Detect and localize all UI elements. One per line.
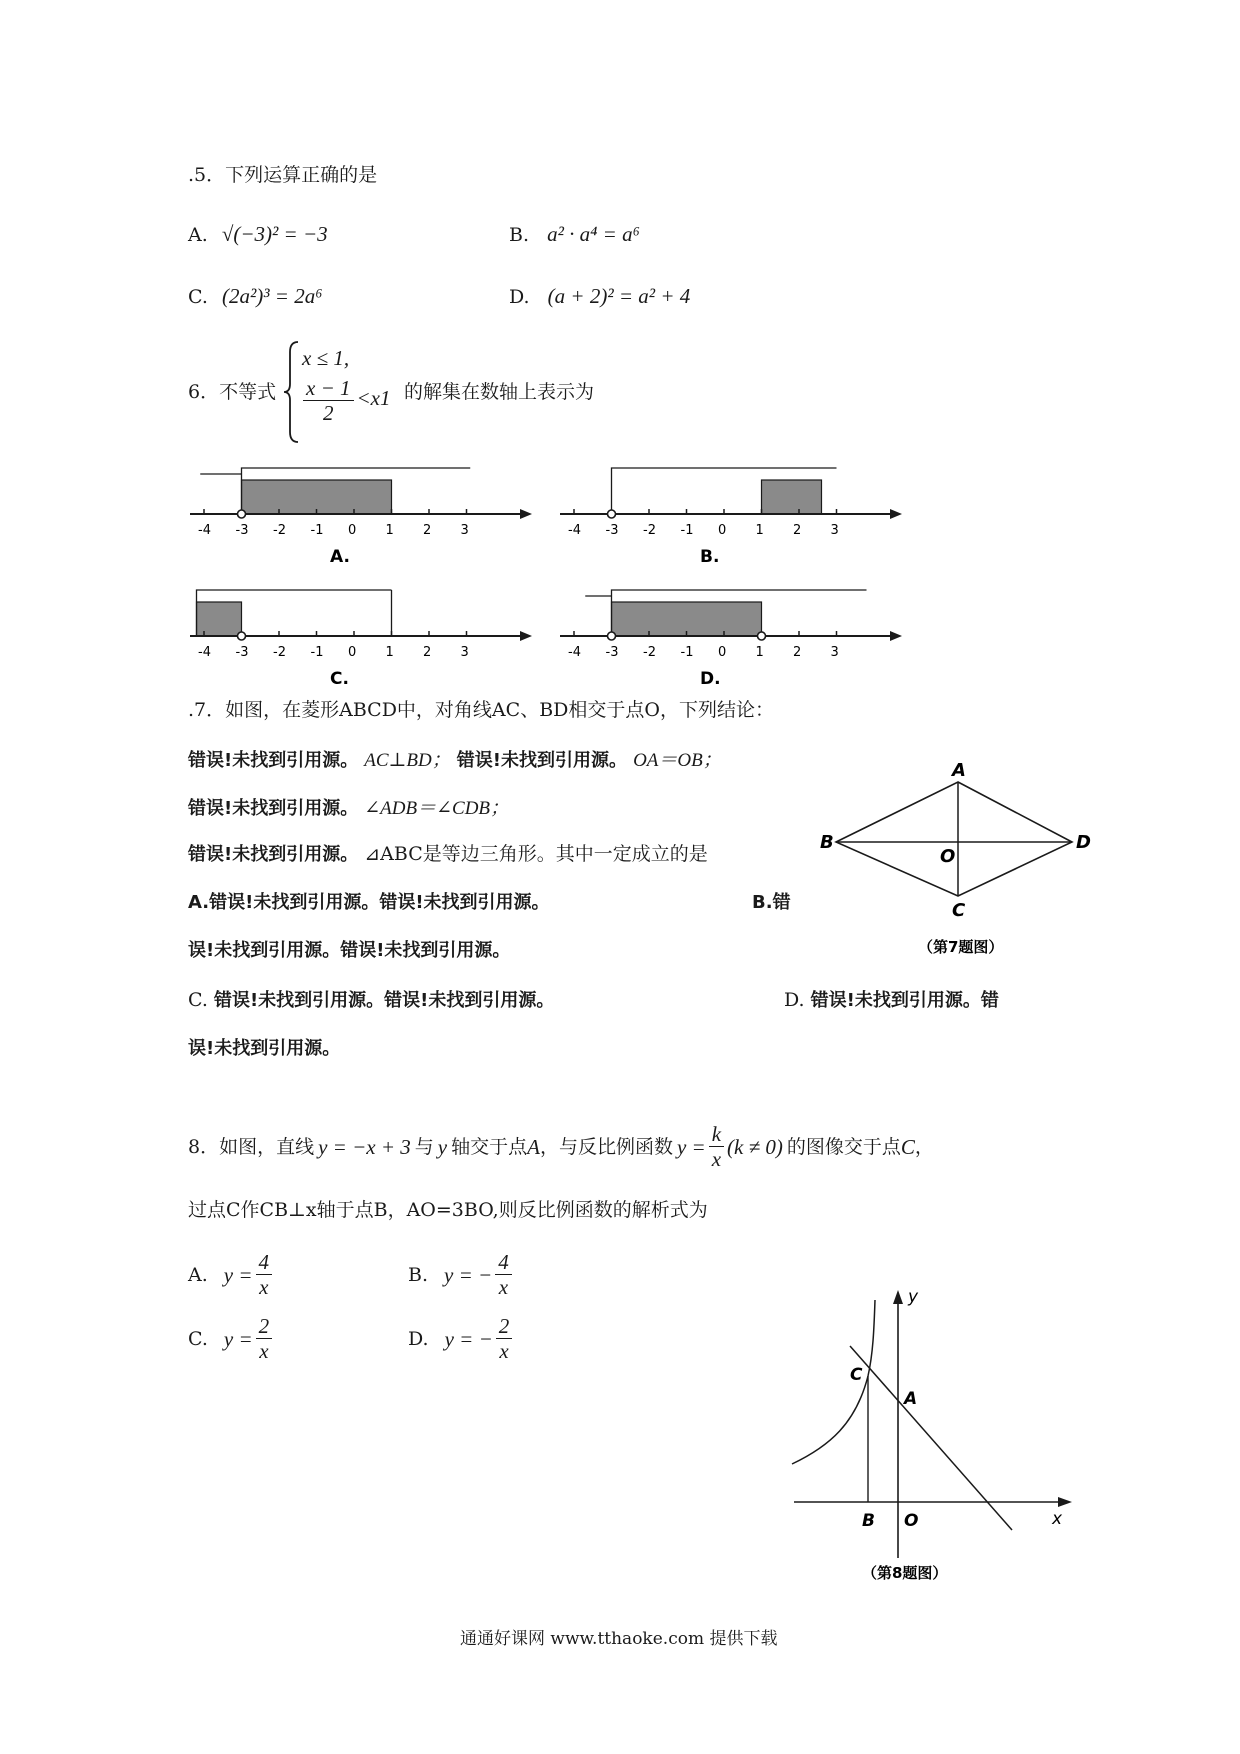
tick-label: -3 — [235, 523, 249, 538]
q8-y-axis-arrow — [893, 1290, 903, 1304]
open-endpoint — [608, 510, 616, 518]
q5-option-b — [509, 222, 640, 247]
q5-option-b-math: a² · a⁴ = a⁶ — [547, 222, 640, 246]
q8-stem-text: 与 — [414, 1135, 434, 1158]
numberline-option-label: D. — [700, 669, 721, 686]
shaded-region — [197, 602, 242, 636]
tick-label: -4 — [198, 645, 211, 660]
numberline-option-label: C. — [330, 669, 349, 686]
q8-option-b — [408, 1250, 515, 1299]
q5-stem: .5．下列运算正确的是 — [188, 164, 378, 186]
q7-figure-caption: （第7题图） — [918, 938, 1004, 956]
q8-figure-caption: （第8题图） — [862, 1564, 948, 1582]
q8-k-condition: (k ≠ 0) — [727, 1134, 783, 1159]
open-endpoint — [238, 510, 246, 518]
q8-option-c-den: x — [259, 1339, 269, 1363]
q5-option-d-math: (a + 2)² = a² + 4 — [547, 284, 691, 308]
q7-option-b-label: B. — [752, 892, 773, 913]
q7-option-d-part1: 错误!未找到引用源。错 — [810, 990, 999, 1011]
q5-option-c-math: (2a²)³ = 2a⁶ — [221, 284, 323, 308]
q8-option-b-num: 4 — [495, 1250, 512, 1275]
tick-label: -4 — [568, 645, 581, 660]
tick-label: -1 — [680, 645, 694, 660]
q8-y-symbol: y — [437, 1134, 448, 1159]
tick-label: 2 — [423, 523, 432, 538]
tick-label: 1 — [385, 523, 394, 538]
tick-label: 3 — [830, 645, 839, 660]
q7-point-a: A — [952, 762, 966, 781]
q7-option-c — [188, 988, 554, 1013]
tick-label: 0 — [718, 523, 727, 538]
q8-stem-line-1 — [188, 1122, 934, 1171]
shaded-region — [612, 602, 762, 636]
q7-point-b: B — [820, 832, 834, 853]
tick-label: 1 — [385, 645, 394, 660]
q8-option-c-num: 2 — [256, 1314, 273, 1339]
q8-option-a-label: A. — [188, 1263, 208, 1286]
q8-option-d-lhs: y = − — [444, 1326, 493, 1351]
q5-option-c-label: C. — [188, 286, 208, 308]
q5-option-c — [188, 284, 323, 309]
q8-option-d-num: 2 — [496, 1314, 513, 1339]
axis-arrow — [890, 509, 902, 519]
q6-numberline-c — [190, 578, 550, 686]
q7-error-ref: 错误!未找到引用源。 — [188, 750, 359, 771]
tick-label: -2 — [643, 523, 656, 538]
q5-option-a-math: √(−3)² = −3 — [221, 222, 328, 246]
tick-label: 3 — [460, 645, 469, 660]
q7-option-b-part1: 错 — [772, 892, 791, 913]
tick-label: 3 — [460, 523, 469, 538]
q8-stem-text: 8．如图，直线 — [188, 1135, 315, 1158]
q5-option-d — [509, 284, 690, 309]
tick-label: -3 — [605, 645, 619, 660]
tick-label: 0 — [348, 645, 357, 660]
q7-rhombus-outline — [836, 782, 1072, 896]
q7-point-d: D — [1076, 832, 1091, 853]
q7-option-b-tail — [188, 938, 510, 963]
q7-rhombus-figure — [820, 762, 1100, 962]
q7-option-d-tail — [188, 1036, 340, 1061]
tick-label: 1 — [755, 523, 764, 538]
q7-line-3 — [188, 842, 708, 867]
q8-point-o: O — [904, 1511, 919, 1531]
tick-label: 2 — [793, 645, 802, 660]
q6-numberline-b — [560, 456, 920, 564]
q7-statement-2: OA＝OB； — [633, 750, 722, 771]
tick-label: 0 — [348, 523, 357, 538]
q8-option-b-den: x — [498, 1275, 509, 1299]
q8-option-c-lhs: y = — [223, 1326, 253, 1351]
q7-option-d-part2: 误!未找到引用源。 — [188, 1038, 341, 1059]
q7-line-1 — [188, 748, 722, 773]
tick-label: -2 — [643, 645, 656, 660]
q7-line-2 — [188, 796, 509, 821]
q6-ineq-2 — [300, 376, 391, 425]
q7-error-ref: 错误!未找到引用源。 — [379, 892, 550, 913]
q7-error-ref: 错误!未找到引用源。 — [456, 750, 628, 771]
q8-x-axis-arrow — [1058, 1497, 1072, 1507]
tick-label: -1 — [310, 523, 324, 538]
shaded-region — [242, 480, 392, 514]
numberline-option-label: B. — [700, 547, 720, 564]
q5-option-b-label: B. — [509, 224, 530, 246]
page-footer: 通通好课网 www.tthaoke.com 提供下载 — [460, 1629, 778, 1649]
numberline-option-label: A. — [330, 547, 350, 564]
tick-label: -4 — [568, 523, 581, 538]
q8-inverse-fn-lhs: y = — [676, 1134, 706, 1159]
q6-ineq-1: x ≤ 1, — [302, 346, 350, 370]
tick-label: -4 — [198, 523, 211, 538]
q7-error-ref: 错误!未找到引用源。 — [209, 892, 380, 913]
shaded-region — [762, 480, 822, 514]
q7-point-c: C — [952, 900, 966, 921]
axis-arrow — [520, 509, 532, 519]
tick-label: -3 — [605, 523, 619, 538]
q7-statement-1: AC⊥BD； — [364, 750, 451, 771]
q6-numberline-d — [560, 578, 920, 686]
q8-stem-text: 轴交于点 — [451, 1135, 528, 1158]
q8-option-d — [408, 1314, 515, 1363]
q6-stem-suffix: 的解集在数轴上表示为 — [404, 381, 595, 403]
q8-option-d-den: x — [499, 1339, 509, 1363]
q8-axis-label-y: y — [908, 1287, 919, 1307]
q6-ineq-2-rel: <x1 — [356, 386, 391, 410]
open-endpoint — [608, 632, 616, 640]
axis-arrow — [890, 631, 902, 641]
open-endpoint — [238, 632, 246, 640]
q6-ineq-2-num: x − 1 — [303, 376, 354, 401]
q8-point-a: A — [904, 1389, 918, 1409]
q6-brace — [282, 340, 302, 444]
q8-stem-text: ，与反比例函数 — [539, 1135, 673, 1158]
tick-label: 2 — [423, 645, 432, 660]
q8-option-b-fraction — [495, 1250, 512, 1299]
q7-statement-4: ⊿ABC是等边三角形。其中一定成立的是 — [364, 843, 708, 865]
q5-option-a-label: A. — [188, 224, 208, 246]
q8-option-c — [188, 1314, 275, 1363]
tick-label: -3 — [235, 645, 249, 660]
q8-hyperbola-curve — [792, 1300, 875, 1464]
q8-axis-label-x: x — [1052, 1509, 1063, 1529]
axis-arrow — [520, 631, 532, 641]
q7-point-o: O — [940, 846, 956, 867]
q8-option-b-label: B. — [408, 1263, 429, 1286]
q7-error-ref: 错误!未找到引用源。 — [188, 798, 359, 819]
q7-option-c-label: C. — [188, 989, 208, 1011]
tick-label: 0 — [718, 645, 727, 660]
tick-label: -1 — [310, 645, 324, 660]
q8-option-b-lhs: y = − — [444, 1262, 493, 1287]
tick-label: 3 — [830, 523, 839, 538]
q8-option-a-lhs: y = — [223, 1262, 253, 1287]
q5-option-a — [188, 222, 328, 247]
q8-option-c-label: C. — [188, 1327, 208, 1350]
q8-option-c-fraction — [256, 1314, 273, 1363]
tick-label: -1 — [680, 523, 694, 538]
q7-error-ref: 错误!未找到引用源。 — [384, 990, 555, 1011]
open-endpoint — [758, 632, 766, 640]
q7-error-ref: 错误!未找到引用源。 — [213, 990, 385, 1011]
q7-option-d-label: D. — [784, 989, 805, 1011]
q8-option-a-num: 4 — [256, 1250, 273, 1275]
q7-option-a — [188, 890, 550, 915]
tick-label: -2 — [273, 523, 286, 538]
q8-inverse-fn-fraction — [709, 1122, 724, 1171]
q8-stem-text: ， — [914, 1135, 934, 1158]
tick-label: 1 — [755, 645, 764, 660]
q8-fraction-den: x — [711, 1147, 722, 1171]
q8-option-a-den: x — [259, 1275, 269, 1299]
tick-label: 2 — [793, 523, 802, 538]
q7-option-b-head — [752, 890, 791, 915]
q7-option-d-head — [784, 988, 999, 1013]
q7-option-b-part2: 误!未找到引用源。错误!未找到引用源。 — [188, 940, 511, 961]
q8-point-c: C — [850, 1365, 863, 1385]
q8-option-a-fraction — [256, 1250, 273, 1299]
q8-point-b: B — [862, 1511, 875, 1531]
q7-statement-3: ∠ADB＝∠CDB； — [364, 798, 510, 819]
q6-stem-prefix: 6．不等式 — [188, 381, 277, 403]
q6-numberline-a — [190, 456, 550, 564]
tick-label: -2 — [273, 645, 286, 660]
q8-stem-line-2: 过点C作CB⊥x轴于点B，AO=3BO,则反比例函数的解析式为 — [188, 1199, 708, 1221]
q8-line-equation: y = −x + 3 — [318, 1134, 411, 1159]
q8-option-d-fraction — [496, 1314, 513, 1363]
q8-fraction-num: k — [709, 1122, 724, 1147]
q7-error-ref: 错误!未找到引用源。 — [188, 844, 359, 865]
q8-point-a-symbol: A — [527, 1134, 540, 1159]
q8-graph-figure — [780, 1278, 1080, 1594]
q6-ineq-2-den: 2 — [323, 401, 334, 425]
q8-stem-text: 的图像交于点 — [786, 1135, 901, 1158]
q7-stem: .7．如图，在菱形ABCD中，对角线AC、BD相交于点O，下列结论： — [188, 699, 774, 721]
q6-ineq-2-fraction — [303, 376, 354, 425]
q5-option-d-label: D. — [509, 286, 530, 308]
q8-option-d-label: D. — [408, 1327, 429, 1350]
q8-point-c-symbol: C — [900, 1134, 915, 1159]
q7-option-a-label: A. — [188, 892, 210, 913]
q8-option-a — [188, 1250, 275, 1299]
